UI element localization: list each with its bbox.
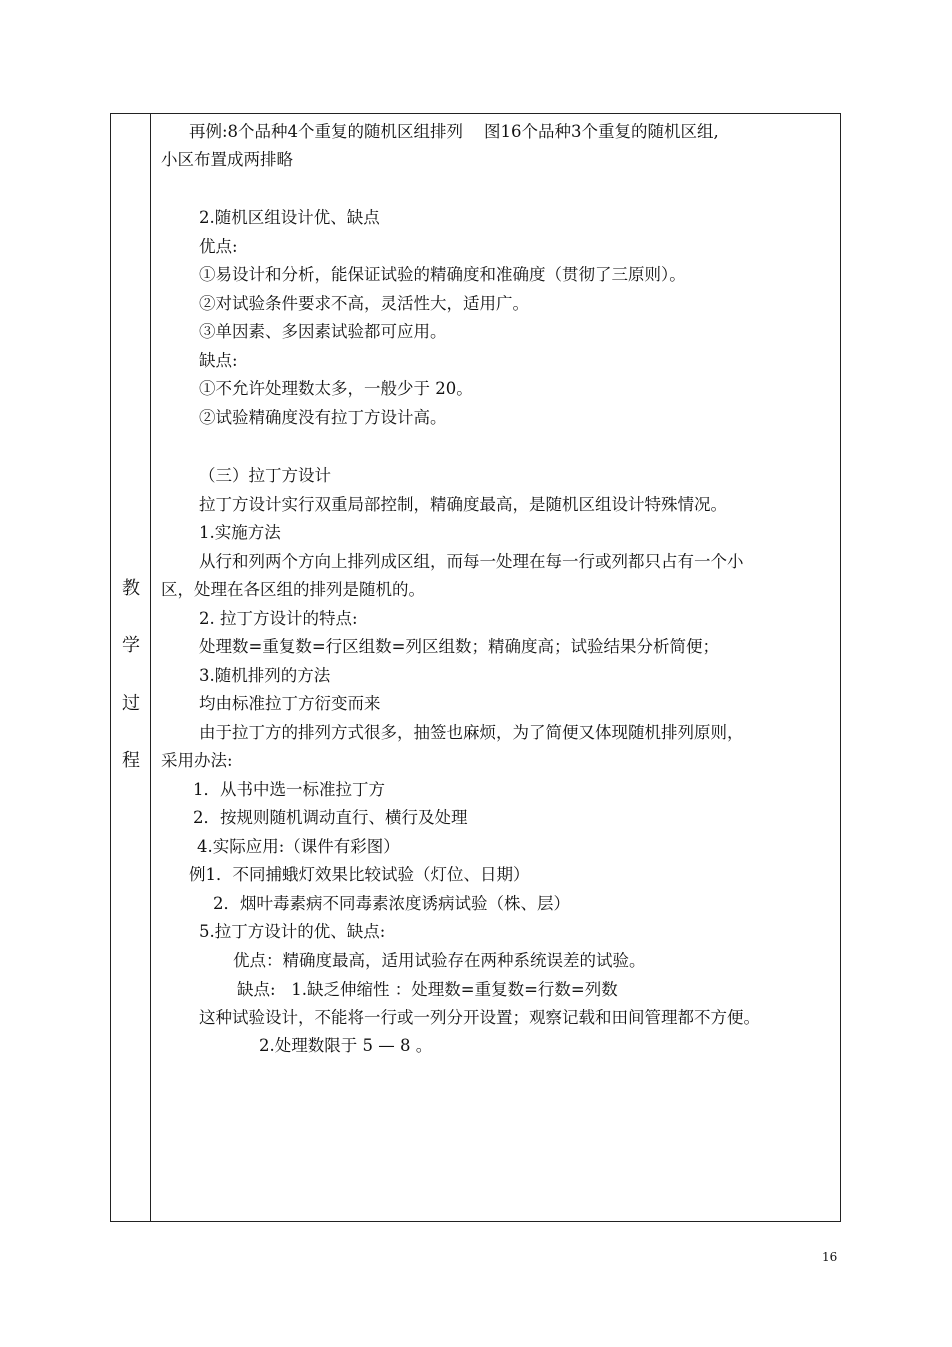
text-line: 优点：精确度最高，适用试验存在两种系统误差的试验。 [233, 951, 646, 970]
text-line: 缺点: 1.缺乏伸缩性 ：处理数=重复数=行数=列数 [237, 980, 618, 999]
text-line: 2．烟叶毒素病不同毒素浓度诱病试验（株、层） [213, 894, 570, 913]
content-cell [151, 114, 840, 1221]
side-label-char: 学 [122, 635, 140, 656]
side-label-column [111, 114, 151, 1221]
text-line: 均由标准拉丁方衍变而来 [199, 694, 381, 713]
text-line: 1．从书中选一标准拉丁方 [193, 780, 385, 799]
text-line: 优点: [199, 237, 238, 256]
text-line: 1.实施方法 [199, 523, 281, 542]
text-line: 拉丁方设计实行双重局部控制，精确度最高，是随机区组设计特殊情况。 [199, 495, 727, 514]
page-number: 16 [822, 1250, 838, 1264]
text-line: 3.随机排列的方法 [199, 666, 331, 685]
side-label-char: 过 [122, 693, 140, 714]
text-line: 由于拉丁方的排列方式很多，抽签也麻烦，为了简便又体现随机排列原则， [199, 723, 744, 742]
text-line: 2. 拉丁方设计的特点: [199, 609, 358, 628]
text-line: ②试验精确度没有拉丁方设计高。 [199, 408, 447, 427]
text-line: 处理数=重复数=行区组数=列区组数；精确度高；试验结果分析简便； [199, 637, 719, 656]
text-line: 区，处理在各区组的排列是随机的。 [161, 580, 425, 599]
text-line: ①易设计和分析，能保证试验的精确度和准确度（贯彻了三原则）。 [199, 265, 686, 284]
text-line: 采用办法: [161, 751, 233, 770]
text-line: 4.实际应用:（课件有彩图） [197, 837, 400, 856]
text-line: ①不允许处理数太多，一般少于 20。 [199, 379, 473, 398]
text-line: 这种试验设计，不能将一行或一列分开设置；观察记载和田间管理都不方便。 [199, 1008, 760, 1027]
text-line: ②对试验条件要求不高，灵活性大，适用广。 [199, 294, 529, 313]
text-line: 再例:8个品种4个重复的随机区组排列 图16个品种3个重复的随机区组, [189, 122, 719, 141]
text-line: 例1．不同捕蛾灯效果比较试验（灯位、日期） [189, 865, 530, 884]
text-line: 从行和列两个方向上排列成区组，而每一处理在每一行或列都只占有一个小 [199, 552, 744, 571]
text-line: （三）拉丁方设计 [199, 466, 331, 485]
side-label-char: 程 [122, 750, 140, 771]
text-line: 5.拉丁方设计的优、缺点: [199, 922, 386, 941]
lesson-table [110, 113, 841, 1222]
text-line: 2．按规则随机调动直行、横行及处理 [193, 808, 468, 827]
text-line: 2.随机区组设计优、缺点 [199, 208, 380, 227]
side-label-char: 教 [122, 578, 140, 599]
text-line: 小区布置成两排略 [161, 150, 293, 169]
text-line: 缺点: [199, 351, 238, 370]
text-line: 2.处理数限于 5 — 8 。 [259, 1036, 433, 1055]
text-line: ③单因素、多因素试验都可应用。 [199, 322, 447, 341]
